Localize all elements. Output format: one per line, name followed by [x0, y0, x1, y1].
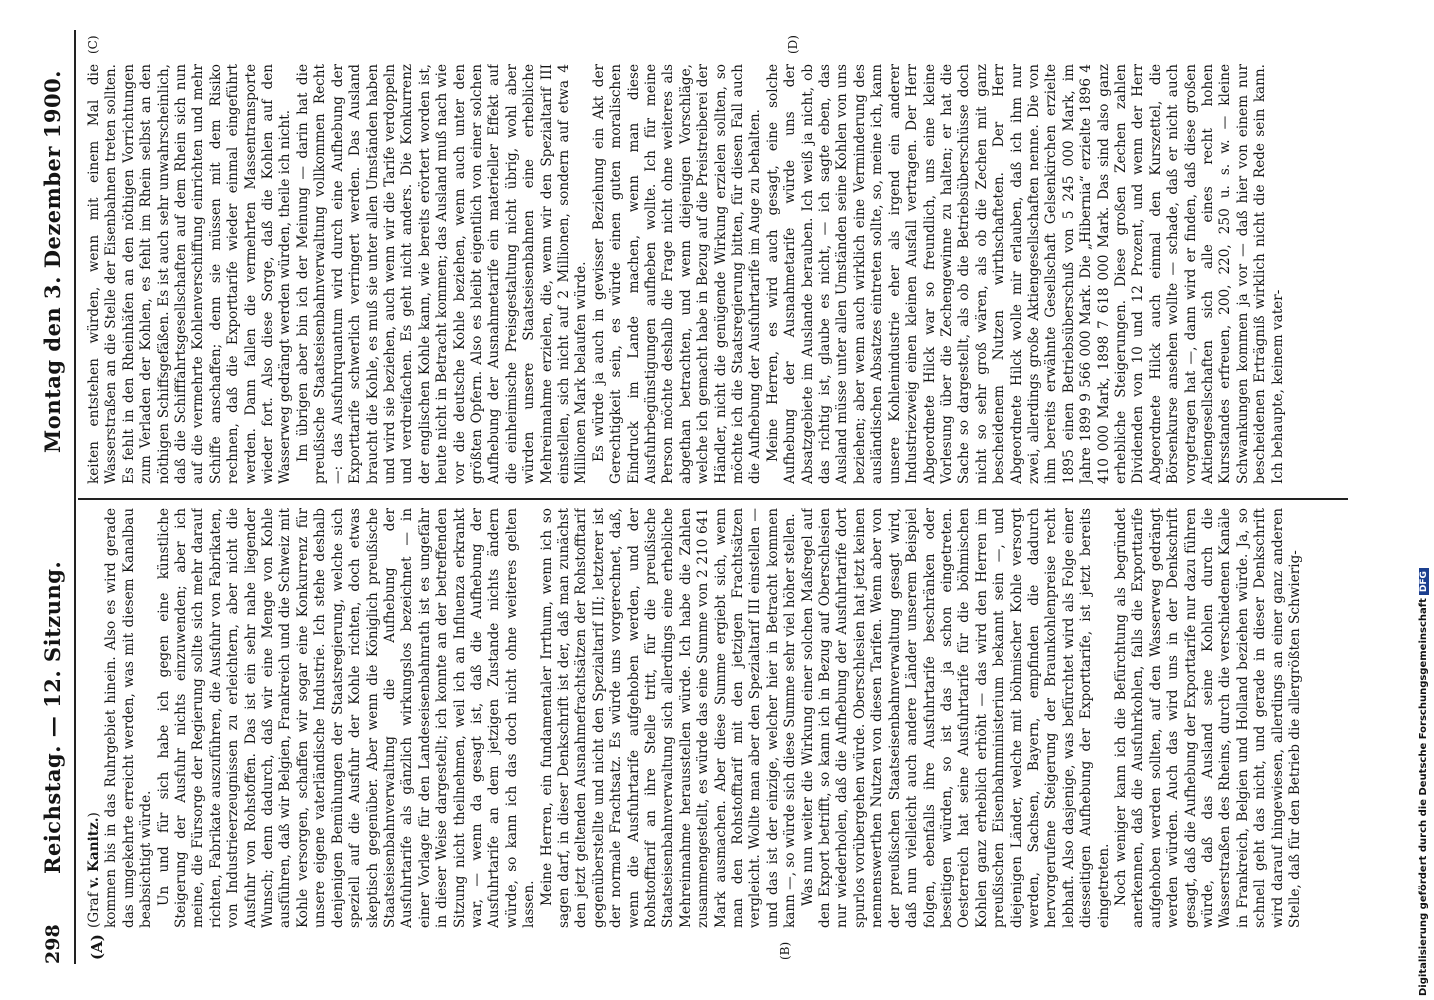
dfg-logo: DFG	[1419, 568, 1429, 595]
paragraph: Im übrigen aber bin ich der Meinung — darin hat die preußische Staatseisenbahnverwaltung vollkommen Recht —: das Ausfuhrquantum wird durch eine Aufhebung der Exporttarife schwerlich verringert werden. Das Ausland braucht die Kohle, es muß sie unter allen Umständen haben und wird sie beziehen, auch wenn wir die Tarife verdoppeln und verdreifachen. Es geht nicht anders. Die Konkurrenz der englischen Kohle kann, wie bereits erörtert worden ist, heute nicht in Betracht kommen; das Ausland muß nach wie vor die deutsche Kohle beziehen, wenn auch unter den größten Opfern. Also es bleibt eigentlich von einer solchen Aufhebung der Ausnahmetarife ein materieller Effekt auf die einheimische Preisgestaltung nicht übrig, wohl aber würden unsere Staatseisenbahnen eine erhebliche Mehreinnahme erzielen, die, wenn wir den Spezialtarif III einstellen, sich nicht auf 2 Millionen, sondern auf etwa 4 Millionen Mark belaufen würde.	[294, 64, 590, 484]
session-date: Montag den 3. Dezember 1900.	[40, 70, 65, 453]
speaker-suffix: )	[86, 812, 102, 818]
left-text-column	[86, 508, 1356, 928]
digitization-credit	[1418, 568, 1429, 996]
paragraph: keiten entstehen würden, wenn mit einem Mal die Wasserstraßen an die Stelle der Eisenbahnen treten sollten. Es fehlt in den Rheinhäfen an den nöthigen Vorrichtungen zum Verladen der Kohlen, es fehlt im Rhein selbst an den nöthigen Schiffsgefäßen. Es ist auch sehr unwahrscheinlich, daß die Schifffahrtsgesellschaften auf dem Rhein sich nun auf die vermehrte Kohlenverschiffung einrichten und mehr Schiffe anschaffen; denn sie müssen mit dem Risiko rechnen, daß die Exporttarife wieder einmal eingeführt werden. Dann fallen die vermehrten Massentransporte wieder fort. Also diese Sorge, daß die Kohlen auf den Wasserweg gedrängt werden würden, theile ich nicht.	[86, 64, 294, 484]
paragraph: Noch weniger kann ich die Befürchtung als begründet anerkennen, daß die Ausfuhrkohlen, falls die Exporttarife aufgehoben werden sollten, auf den Wasserweg gedrängt werden würden. Auch das wird uns in der Denkschrift gesagt, daß die Aufhebung der Exporttarife nur dazu führen würde, daß das Ausland seine Kohlen durch die Wasserstraßen des Rheins, durch die verschiedenen Kanäle in Frankreich, Belgien und Holland beziehen würde. Ja, so schnell geht das nicht, und gerade in dieser Denkschrift wird darauf hingewiesen, allerdings an einer ganz anderen Stelle, daß für den Betrieb die allergrößten Schwierig-	[1112, 508, 1304, 928]
margin-marker-d: (D)	[786, 35, 800, 54]
speaker-line	[86, 508, 103, 928]
page-header	[34, 30, 68, 964]
paragraph: Meine Herren, ein fundamentaler Irrthum, wenn ich so sagen darf, in dieser Denkschrift ist der, daß man zunächst den jetzt geltenden Ausnahmefrachtsätzen der Rohstofftarif gegenüberstellte und nicht den Spezialtarif III; letzterer ist der normale Frachtsatz. Es würde uns vorgerechnet, daß, wenn die Ausfuhrtarife aufgehoben werden, und der Rohstofftarif an ihre Stelle tritt, für die preußische Staatseisenbahnverwaltung sich allerdings eine erhebliche Mehreinnahme herausstellen würde. Ich habe die Zahlen zusammengestellt, es würde das eine Summe von 2 210 641 Mark ausmachen. Aber diese Summe ergiebt sich, wenn man den Rohstofftarif mit den jetzigen Frachtsätzen vergleicht. Wollte man aber den Spezialtarif III einstellen — und das ist der einzige, welcher hier in Betracht kommen kann —, so würde sich diese Summe sehr viel höher stellen.	[538, 508, 799, 928]
paragraph: Meine Herren, es wird auch gesagt, eine solche Aufhebung der Ausnahmetarife würde uns der Absatzgebiete im Auslande berauben. Ich weiß ja nicht, ob das richtig ist, glaube es nicht, — ich sagte eben, das Ausland müsse unter allen Umständen seine Kohlen von uns beziehen; aber wenn auch wirklich eine Verminderung des ausländischen Absatzes eintreten sollte, so, meine ich, kann unsere Kohlenindustrie eher als irgend ein anderer Industriezweig einen kleinen Ausfall vertragen. Der Herr Abgeordnete Hilck war so freundlich, uns eine kleine Vorlesung über die Zechengewinne zu halten; er hat die Sache so dargestellt, als ob die Betriebsüberschüsse doch nicht so sehr groß wären, als ob die Zechen mit ganz bescheidenem Nutzen wirthschafteten. Der Herr Abgeordnete Hilck wolle mir erlauben, daß ich ihm nur zwei, allerdings große Aktiengesellschaften nenne. Die von ihm bereits erwähnte Gesellschaft Gelsenkirchen erzielte 1895 einen Betriebsüberschuß von 5 245 000 Mark, im Jahre 1899 9 566 000 Mark. Die „Hibernia“ erzielte 1896 4 410 000 Mark, 1898 7 618 000 Mark. Das sind also ganz erhebliche Steigerungen. Diese großen Zechen zahlen Dividenden von 10 und 12 Prozent, und wenn der Herr Abgeordnete Hilck auch einmal den Kurszettel, die Börsenkurse ansehen wollte — schade, daß er nicht auch vorgetragen hat —, dann wird er finden, daß diese großen Aktiengesellschaften sich alle eines recht hohen Kursstandes erfreuen, 200, 220, 250 u. s. w. — kleine Schwankungen kommen ja vor — daß hier von einem nur bescheidenen Erträgniß wirklich nicht die Rede sein kann. Ich behaupte, keinem vater-	[764, 64, 1286, 484]
paragraph: kommen bis in das Ruhrgebiet hinein. Also es wird gerade das umgekehrte erreicht werden, was mit diesem Kanalbau beabsichtigt würde.	[103, 508, 155, 928]
header-rule	[74, 30, 76, 964]
paragraph: Was nun weiter die Wirkung einer solchen Maßregel auf den Export betrifft, so kann ich in Bezug auf Oberschlesien nur wiederholen, daß die Aufhebung der Ausfuhrtarife dort spurlos vorübergehen würde. Oberschlesien hat jetzt keinen nennenswerthen Nutzen von diesen Tarifen. Wenn aber von der preußischen Staatseisenbahnverwaltung gesagt wird, daß nun vielleicht auch andere Länder unserem Beispiel folgen, ebenfalls ihre Ausfuhrtarife beschränken oder beseitigen würden, so ist das ja schon eingetreten. Oesterreich hat seine Ausfuhrtarife für die böhmischen Kohlen ganz erheblich erhöht — das wird den Herren im preußischen Eisenbahnministerium bekannt sein —, und diejenigen Länder, welche mit böhmischer Kohle versorgt werden, Sachsen, Bayern, empfinden die dadurch hervorgerufene Steigerung der Braunkohlenpreise recht lebhaft. Also dasjenige, was befürchtet wird als Folge einer diesseitigen Aufhebung der Exporttarife, ist jetzt bereits eingetreten.	[799, 508, 1112, 928]
credit-text: Digitalisierung gefördert durch die Deutsche Forschungsgemeinschaft	[1418, 598, 1429, 996]
session-title: Reichstag. — 12. Sitzung.	[40, 560, 65, 874]
margin-marker-b: (B)	[778, 941, 792, 960]
paragraph: Es würde ja auch in gewisser Beziehung ein Akt der Gerechtigkeit sein, es würde einen guten moralischen Eindruck im Lande machen, wenn man diese Ausfuhrbegünstigungen aufheben wollte. Ich für meine Person möchte deshalb die Frage nicht ohne weiteres als abgethan betrachten, und wenn diejenigen Vorschläge, welche ich gemacht habe in Bezug auf die Preistreiberei der Händler, nicht die genügende Wirkung erzielen sollten, so möchte ich die Staatsregierung bitten, für diesen Fall auch die Aufhebung der Ausfuhrtarife im Auge zu behalten.	[590, 64, 764, 484]
paragraph: Un und für sich habe ich gegen eine künstliche Steigerung der Ausfuhr nichts einzuwenden; aber ich meine, die Fürsorge der Regierung sollte sich mehr darauf richten, Fabrikate auszuführen, die Ausfuhr von Fabrikaten, von Industrieerzeugnissen zu erleichtern, aber nicht die Ausfuhr von Rohstoffen. Das ist ein sehr nahe liegender Wunsch; denn dadurch, daß wir eine Menge von Kohle ausführen, daß wir Belgien, Frankreich und die Schweiz mit Kohle versorgen, schaffen wir sogar eine Konkurrenz für unsere eigene vaterländische Industrie. Ich stehe deshalb denjenigen Bemühungen der Staatsregierung, welche sich speziell auf die Ausfuhr der Kohle richten, doch etwas skeptisch gegenüber. Aber wenn die Königlich preußische Staatseisenbahnverwaltung die Aufhebung der Ausfuhrtarife als gänzlich wirkungslos bezeichnet — in einer Vorlage für den Landeseisenbahnrath ist es ungefähr in dieser Weise dargestellt; ich konnte an der betreffenden Sitzung nicht theilnehmen, weil ich an Influenza erkrankt war, — wenn da gesagt ist, daß die Aufhebung der Ausfuhrtarife an dem jetzigen Zustande nichts ändern würde, so kann ich das doch nicht ohne weiteres gelten lassen.	[155, 508, 538, 928]
page-number: 298	[42, 924, 64, 964]
column-divider	[78, 498, 1348, 500]
right-text-column	[86, 64, 1356, 484]
margin-marker-a: (A)	[88, 934, 106, 960]
speaker-name: v. Kanitz.	[86, 817, 102, 888]
speaker-prefix: (Graf	[86, 887, 102, 928]
margin-marker-c: (C)	[86, 35, 100, 54]
